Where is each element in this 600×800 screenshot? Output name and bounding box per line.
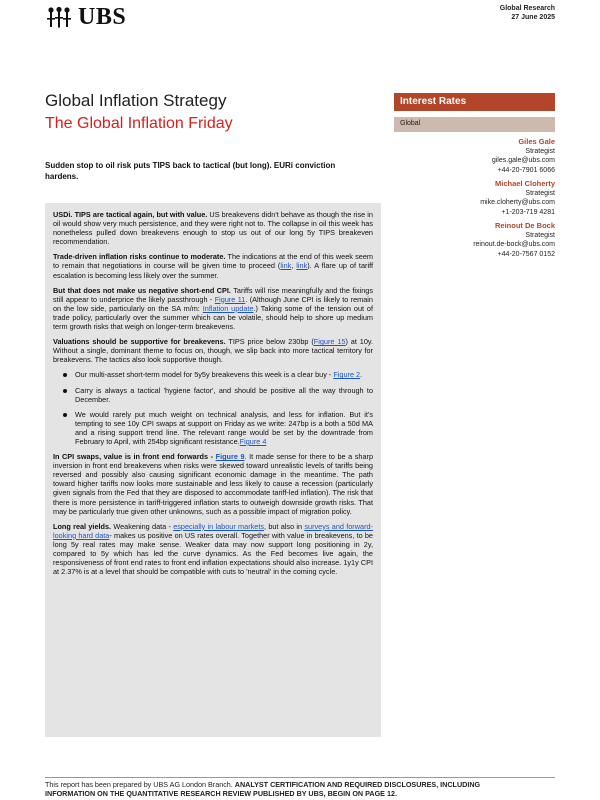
surveys-link[interactable]: surveys and forward-looking hard data [53,521,373,540]
paragraph-text: ) at 10y. Without a single, dominant theme to focus on, though, we slip back into more tactical territory for breakevens. The tactics also look supportive though. [53,337,374,365]
author-name: Reinout De Bock [494,221,555,230]
author-email[interactable]: mike.cloherty@ubs.com [480,199,555,206]
paragraph-text: . (Although June CPI is likely to remain on the low side, particularly on the SA m/m: [53,294,373,313]
paragraph-trade-risks [53,252,373,279]
footer-divider [45,777,555,778]
paragraph-text: TIPS price below 230bp ( [225,337,314,347]
paragraph-lead: USDi. TIPS are tactical again, but with value. [53,210,208,219]
author-phone: +44-20-7901 6066 [497,166,555,174]
bullet-text: Our multi-asset short-term model for 5y5y breakevens this week is a clear buy - [75,370,334,380]
paragraph-lead: Valuations should be supportive for breakevens. [53,337,226,347]
topic-banner: Interest Rates [394,93,555,111]
paragraph-short-end-cpi [53,286,373,331]
paragraph-text: . It made sense for there to be a sharp inversion in front end breakevens when risks were skewed toward unrealistic levels of tariffs being reversed and possibly also causing significant economic damage in the meantime. The path toward higher tariffs now looks more sustainable and less likely to cause a recession (particularly given signals from the Fed that they are disposed to accommodate tariff-led inflation). The risk that there is more persistence in tariff-triggered inflation starts to outweigh downside growth risks. That may be particularly true given other unknowns, such as a possible impact of migration policy. [53,452,373,516]
region-banner: Global [394,117,555,132]
paragraph-lead: In CPI swaps, value is in front end forwards - [53,452,216,462]
header-meta [500,4,555,22]
report-title: Global Inflation Strategy [45,91,227,110]
paragraph-cpi-swaps [53,452,373,516]
author-email[interactable]: giles.gale@ubs.com [491,157,555,164]
paragraph-text: The indications at the end of this week seem to remain that negotiations in course will be given time to proceed ( [53,252,373,271]
figure-link[interactable]: Figure 9 [215,452,245,462]
summary: Sudden stop to oil risk puts TIPS back to tactical (but long). EURi conviction hardens. [45,161,336,181]
author-name: Michael Cloherty [494,179,555,188]
author-card [395,179,555,217]
bullet-text: Carry is always a tactical 'hygiene factor', and should be positive all the way through to December. [75,385,373,404]
figure-link[interactable]: Figure 4 [239,436,267,446]
author-email[interactable]: reinout.de-bock@ubs.com [473,241,555,248]
link[interactable]: link [280,261,292,271]
paragraph-text: .) Taking some of the tension out of trade policy, particularly over the summer which can be volatile, should help to shore up medium term growth risks that weigh on longer-term breakevens. [53,303,374,332]
report-subtitle: The Global Inflation Friday [45,115,233,132]
bullet-icon [63,373,67,377]
paragraph-long-real-yields [53,522,373,577]
header-publication: Global Research [499,5,555,12]
author-role: Strategist [525,147,555,155]
list-item [53,410,373,446]
figure-link[interactable]: Figure 11 [214,294,246,304]
author-role: Strategist [525,231,555,239]
author-card [395,221,555,259]
ubs-logo [44,4,126,31]
author-name: Giles Gale [518,137,555,146]
inflation-update-link[interactable]: Inflation update [202,303,254,313]
footer-bold: ANALYST CERTIFICATION AND REQUIRED DISCLOSURES, INCLUDING [234,780,481,789]
header-date: 27 June 2025 [511,14,555,21]
paragraph-valuations [53,337,373,364]
paragraph-lead: Long real yields. [53,521,112,531]
author-phone: +1-203-719 4281 [501,208,555,216]
list-item [53,386,373,404]
paragraph-text: US breakevens didn't behave as though the rise in oil would show very much persistence, and they were right not to. The collapse in oil this week has nonetheless pulled down breakevens enough to stop us out of our long 5y TIPS breakeven recommendation. [53,210,373,247]
footer-disclaimer [45,780,565,798]
separator: , [291,261,297,271]
footer-text: This report has been prepared by UBS AG London Branch. [45,780,235,789]
paragraph-lead: But that does not make us negative short-end CPI. [53,285,231,295]
author-role: Strategist [525,189,555,197]
logo-text: UBS [78,4,127,30]
paragraph-text: - makes us positive on US rates overall. Together with value in breakevens, to be long 5y real rates may make sense. Weaker data may now support long positioning in 2y, compared to 5y which has led the curve dynamics. As the Fed becomes live again, the responsiveness of front end rates to front end inflation expectations should also increase. 1y1y CPI at 2.37% is at a level that should be compatible with cuts to 'neutral' in the coming cycle. [53,530,373,577]
bullet-text: We would rarely put much weight on technical analysis, and less for inflation. But it's tempting to see 10y CPI swaps at support on Friday as we write: 247bp is a both a 50d MA and a rising support trend line. The relevant range would be set by the downtrade from February to April, with 254bp significant resistance. [75,409,373,446]
paragraph-text: Tariffs will rise meaningfully and the fixings still appear to underprice the likely passthrough - [53,285,373,304]
link[interactable]: link [296,261,308,271]
figure-link[interactable]: Figure 2 [333,370,361,380]
paragraph-text: ). A flare up of tariff escalation is becoming less likely over the summer. [53,261,373,280]
labour-markets-link[interactable]: especially in labour markets [173,521,265,531]
bullet-icon [63,413,67,417]
bullet-list [53,370,373,446]
figure-link[interactable]: Figure 15 [313,337,346,347]
paragraph-text: , but also in [264,521,305,531]
footer-bold-2: INFORMATION ON THE QUANTITATIVE RESEARCH REVIEW PUBLISHED BY UBS, BEGIN ON PAGE 12. [45,789,397,798]
paragraph-text: Weakening data - [111,521,174,531]
ubs-keys-icon [44,6,74,30]
paragraph-lead: Trade-driven inflation risks continue to moderate. [53,252,226,262]
list-item [53,370,373,379]
paragraph-usdi [53,210,373,246]
author-card [395,137,555,175]
bullet-icon [63,389,67,393]
main-content-box [45,203,381,737]
bullet-text: . [360,370,363,380]
author-list [395,137,555,263]
author-phone: +44-20-7567 0152 [497,250,555,258]
